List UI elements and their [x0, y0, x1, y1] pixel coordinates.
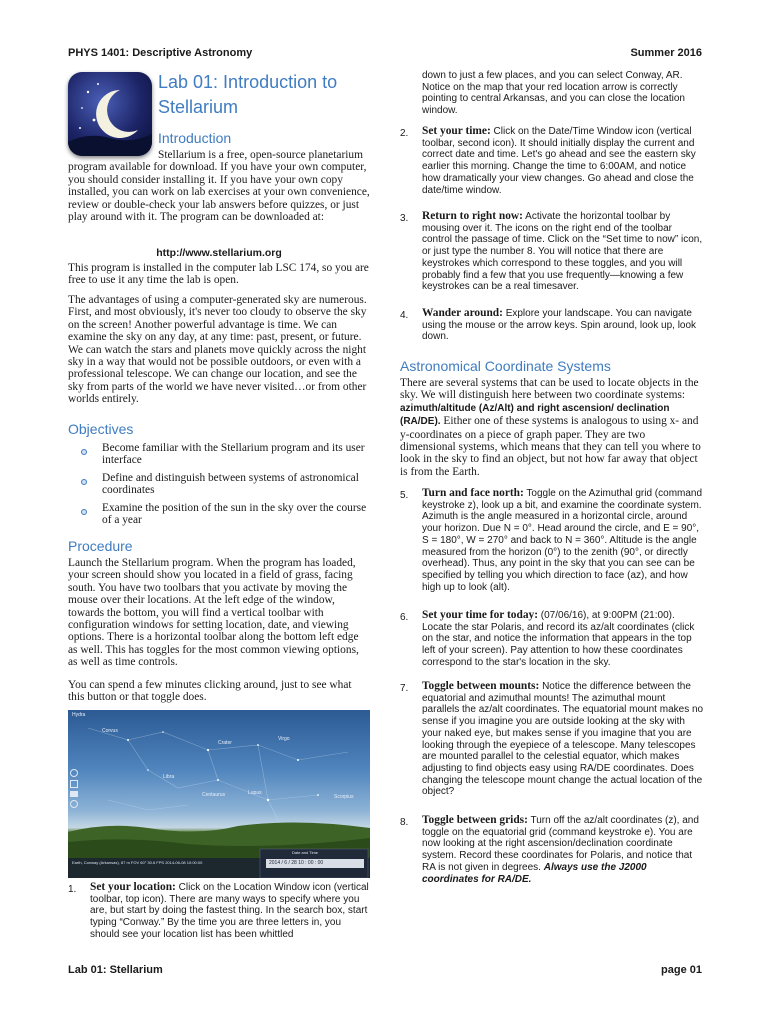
- moon-icon: [68, 72, 152, 156]
- search-window-icon[interactable]: [70, 800, 78, 808]
- step-text: Activate the horizontal toolbar by mousing over it. The icons on the right end of the toolbar control the passage of time. Click on the “Set time to now” icon, or just type the number 8. You will notice that there are keystrokes which correspond to these toggles, and you will probably find a few that you use frequently—knowing a few keystrokes can be a real timesaver.: [422, 211, 703, 293]
- coords-paragraph: [400, 377, 702, 478]
- step-text: Click on the Date/Time Window icon (vertical toolbar, second icon). It should initially display the current and correct date and time. Let's go ahead and see the eastern sky earlier this morning. Change the time to 6:00AM, and notice how dramatically your view changes. Go ahead and close the date/time window.: [422, 126, 696, 196]
- coords-text: There are several systems that can be used to locate objects in the sky. We will distinguish here between two coordinate systems:: [400, 377, 699, 402]
- step-lead: Set your time for today:: [422, 609, 538, 621]
- coords-emphasis: azimuth/altitude (Az/Alt) and right ascension/ declination (RA/DE).: [400, 402, 670, 428]
- step-number: 2.: [400, 128, 409, 139]
- location-window-icon[interactable]: [70, 769, 78, 777]
- sky-label: Libra: [163, 774, 175, 780]
- step-number: 7.: [400, 683, 409, 694]
- procedure-paragraph-2: You can spend a few minutes clicking around, just to see what this button or that toggle does.: [68, 679, 352, 704]
- step-8: [422, 815, 704, 885]
- stellarium-screenshot: [68, 710, 370, 878]
- step-lead: Set your time:: [422, 125, 491, 137]
- coords-text: Either one of these systems is analogous to using x- and y-coordinates on a piece of graph paper. They are two dimensional systems, which means that they can tell you where to look in the sky to find an object, but not how far away that object is from the Earth.: [400, 415, 701, 478]
- sky-label: Virgo: [278, 736, 290, 742]
- intro-paragraph-2: This program is installed in the computer lab LSC 174, so you are free to use it any time the lab is open.: [68, 262, 369, 287]
- coords-heading: Astronomical Coordinate Systems: [400, 358, 611, 374]
- footer-lab: Lab 01: Stellarium: [68, 964, 163, 976]
- sky-label: Crater: [218, 740, 232, 746]
- step-6: [422, 610, 704, 669]
- step-lead: Wander around:: [422, 307, 503, 319]
- bullet-icon: [81, 472, 95, 490]
- datetime-value-field[interactable]: 2014 / 6 / 28 10 : 00 : 00: [266, 859, 364, 868]
- step-number: 4.: [400, 310, 409, 321]
- intro-paragraph-3: The advantages of using a computer-generated sky are numerous. First, and most obviously, it's never too cloudy to observe the sky on the screen! Another powerful advantage is time. We can examine the sky on any day, at any time: past, present, or future. We can watch the stars and planets move quickly across the night sky in a way that would not be possible outdoors, or even with a professional telescope. We can change our location, and see the sky from parts of the world we have never visited…or from other worlds entirely.: [68, 294, 367, 406]
- step-number: 1.: [68, 884, 77, 895]
- step-emphasis: Always use the J2000 coordinates for RA/DE.: [422, 861, 647, 885]
- status-bar: Earth, Conway (Arkansas), 87 m FOV 60° 30.6 FPS 2014-06-08 10:00:00: [72, 860, 203, 865]
- vertical-toolbar[interactable]: [70, 766, 80, 826]
- procedure-paragraph-1: Launch the Stellarium program. When the program has loaded, your screen should show you located in a field of grass, facing south. You have two toolbars that you activate by moving the mouse over their locations. At the left edge of the window, towards the bottom, you will find a vertical toolbar with configuration windows for setting location, date, and viewing options. There is a horizontal toolbar along the bottom left edge as well. This has toggles for the most common viewing options, as well as time controls.: [68, 557, 359, 669]
- intro-heading: Introduction: [158, 130, 232, 146]
- step-lead: Toggle between mounts:: [422, 680, 540, 692]
- datetime-window-icon[interactable]: [70, 780, 78, 788]
- procedure-heading: Procedure: [68, 538, 133, 554]
- datetime-window-title: Date and Time: [292, 850, 319, 855]
- stellarium-url[interactable]: http://www.stellarium.org: [156, 247, 282, 259]
- sky-label: Lupus: [248, 790, 262, 796]
- objective-item: Examine the position of the sun in the sky over the course of a year: [102, 502, 367, 527]
- step-2: [422, 126, 704, 196]
- objective-item: Define and distinguish between systems of astronomical coordinates: [102, 472, 359, 497]
- step-lead: Return to right now:: [422, 210, 523, 222]
- objectives-heading: Objectives: [68, 421, 134, 437]
- step-3: [422, 211, 704, 293]
- step-number: 8.: [400, 817, 409, 828]
- header-term: Summer 2016: [630, 47, 702, 59]
- step-number: 3.: [400, 213, 409, 224]
- bullet-icon: [81, 442, 95, 460]
- horizontal-toolbar[interactable]: [72, 868, 132, 874]
- step-text: Turn off the az/alt coordinates (z), and toggle on the equatorial grid (command keystroke e). You are now looking at the right ascension/declination coordinate system. Record these coordinates for Polaris, and notice that RA is not given in degrees.: [422, 815, 699, 873]
- sky-label: Hydra: [72, 712, 86, 718]
- page-title: Lab 01: Introduction to Stellarium: [158, 72, 338, 117]
- intro-paragraph-1: Stellarium is a free, open-source planetarium program available for download. If you have your own computer, you should consider installing it. If you have your own copy installed, you can work on lab exercises at your own convenience, review or double-check your lab answers before quizzes, or just play around with it. The program can be downloaded at:: [68, 149, 370, 224]
- sky-window-icon[interactable]: [70, 791, 78, 797]
- step-1-continued: down to just a few places, and you can select Conway, AR. Notice on the map that your red location arrow is correctly pointing to central Arkansas, and you can close the location window.: [422, 70, 685, 117]
- step-text: Toggle on the Azimuthal grid (command keystroke z), look up a bit, and examine the coordinate system. Azimuth is the angle measured in a horizontal circle, around your horizon. Due N = 0°. Head around the circle, and E = 90°, S = 180°, W = 270° and back to N = 360°. Altitude is the angle measured from the horizon (0°) to the zenith (90°, or directly overhead). Thus, any point in the sky that you can see can be specified by telling you which direction to face (az), and how high up to look (alt).: [422, 488, 703, 593]
- step-text: Explore your landscape. You can navigate using the mouse or the arrow keys. Spin around, look up, look down.: [422, 308, 697, 343]
- step-lead: Toggle between grids:: [422, 814, 528, 826]
- step-lead: Set your location:: [90, 881, 176, 893]
- step-5: [422, 488, 704, 593]
- bullet-icon: [81, 502, 95, 520]
- stellarium-logo: [68, 72, 152, 156]
- step-number: 5.: [400, 490, 409, 501]
- step-lead: Turn and face north:: [422, 487, 524, 499]
- objective-item: Become familiar with the Stellarium program and its user interface: [102, 442, 365, 467]
- step-text: Notice the difference between the equatorial and azimuthal mounts! The azimuthal mount parallels the az/alt coordinates. The equatorial mount makes no sense if you imagine you are outside looking at the sky with your naked eye, but makes sense if you imagine that you are looking through the eyepiece of a telescope. Many telescopes are mounted parallel to the celestial equator, which makes adjusting to find objects easy using RA/DE coordinates. Does changing the telescope mount change the actual location of the object?: [422, 681, 704, 798]
- step-number: 6.: [400, 612, 409, 623]
- step-7: [422, 681, 704, 798]
- step-4: [422, 308, 704, 343]
- step-1: [90, 882, 370, 941]
- sky-label: Centaurus: [202, 792, 226, 798]
- sky-label: Scorpius: [334, 794, 354, 800]
- sky-label: Corvus: [102, 728, 118, 734]
- footer-page: page 01: [661, 964, 702, 976]
- step-text: Click on the Location Window icon (vertical toolbar, top icon). There are many ways to specify where you are, but start by doing the fastest thing. In the search box, start typing “Conway.” By the time you are three letters in, you should see your location list has been whittled: [90, 882, 369, 940]
- header-course: PHYS 1401: Descriptive Astronomy: [68, 47, 253, 59]
- step-text: (07/06/16), at 9:00PM (21:00). Locate the star Polaris, and record its az/alt coordinates (click on the star, and notice the information that appears in the top left of your screen). Pay attention to how these coordinates correspond to the star's location in the sky.: [422, 610, 695, 668]
